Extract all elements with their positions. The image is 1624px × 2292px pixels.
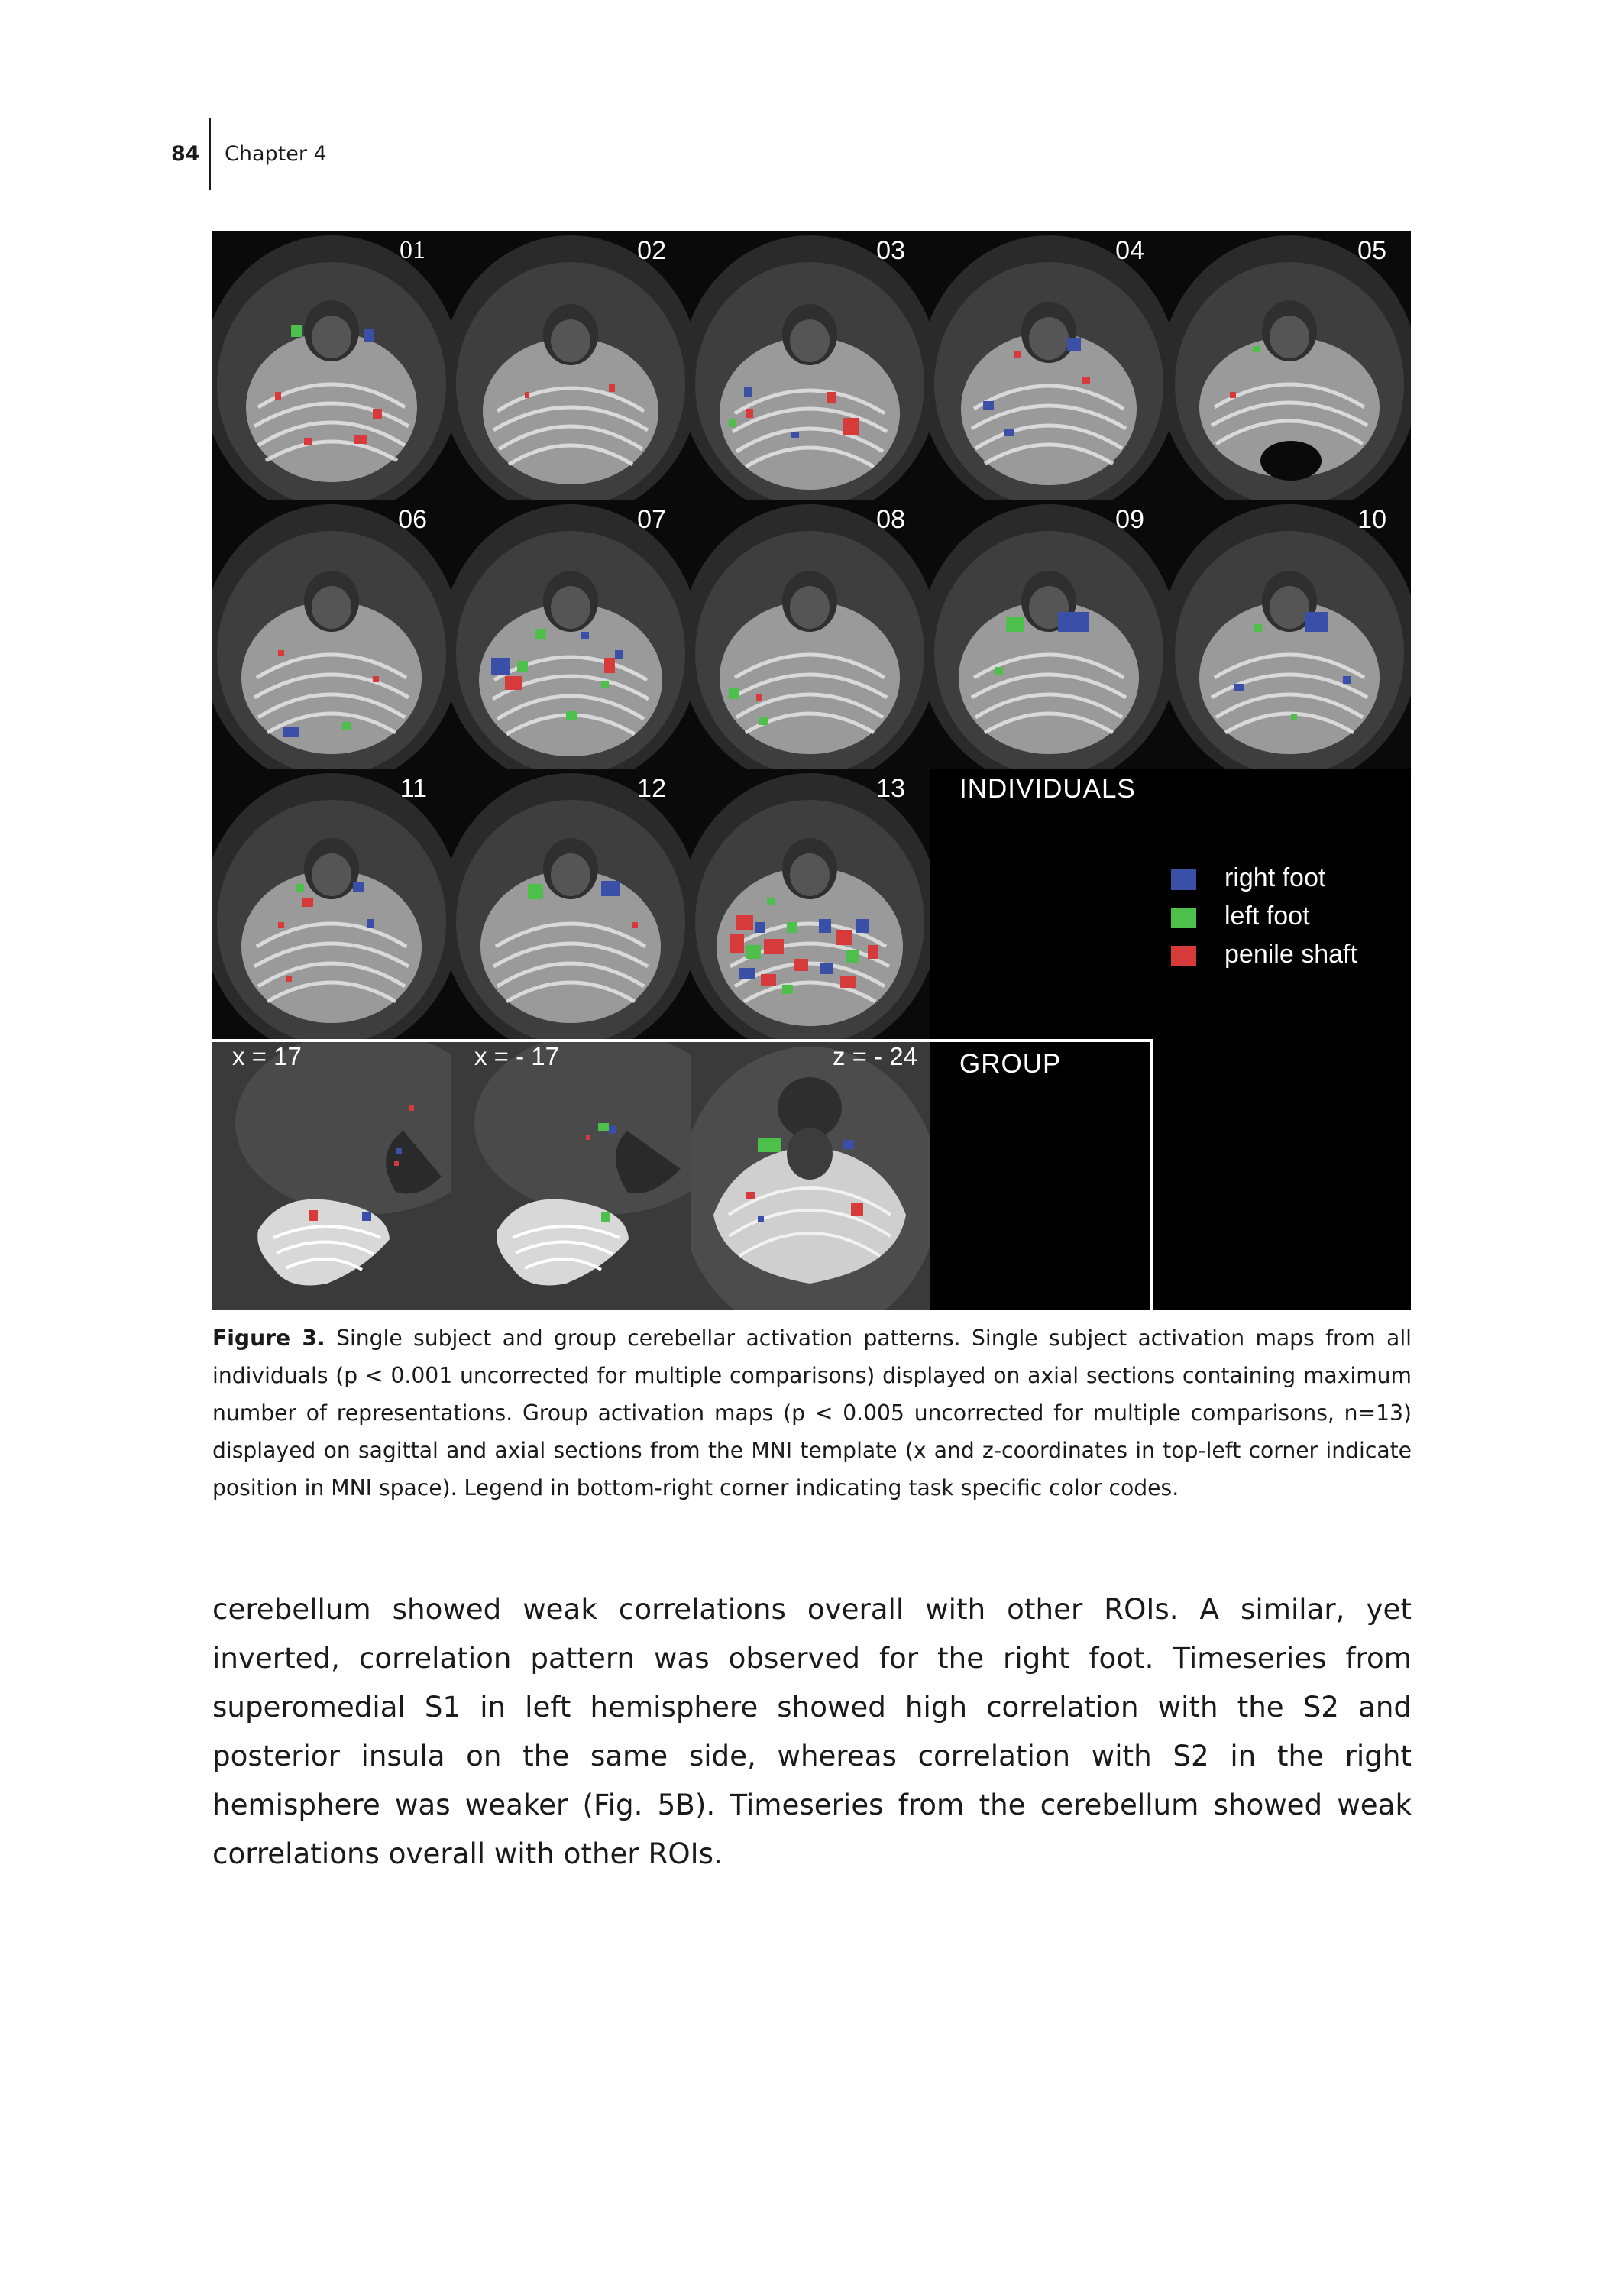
- subject-label: 11: [400, 774, 427, 803]
- group-sagittal-panel: [451, 1039, 691, 1310]
- subject-label: 06: [398, 505, 427, 534]
- page-number: 84: [171, 142, 200, 166]
- axial-slice-panel: [1169, 231, 1411, 500]
- chapter-label: Chapter 4: [225, 142, 327, 166]
- axial-slice-panel: [930, 231, 1169, 500]
- subject-label: 08: [876, 505, 905, 534]
- legend-label: penile shaft: [1224, 940, 1357, 969]
- axial-slice-panel: [212, 500, 451, 769]
- axial-slice-panel: [691, 231, 930, 500]
- subject-label: 02: [637, 236, 666, 265]
- subject-label: 04: [1115, 236, 1144, 265]
- legend-swatch-penile-shaft: [1171, 946, 1196, 966]
- legend-swatch-right-foot: [1171, 869, 1196, 890]
- subject-label: 09: [1115, 505, 1144, 534]
- legend-label: left foot: [1224, 902, 1310, 931]
- subject-label: 03: [876, 236, 905, 265]
- axial-slice-panel: [1169, 500, 1411, 769]
- legend-swatch-left-foot: [1171, 908, 1196, 928]
- figure-caption: [212, 1319, 1412, 1507]
- subject-label: 05: [1357, 236, 1386, 265]
- coordinate-label: z = - 24: [833, 1042, 917, 1070]
- subject-label: 01: [400, 236, 425, 264]
- axial-slice-panel: [691, 769, 930, 1039]
- figure-3: [212, 231, 1411, 1310]
- caption-label: Figure 3.: [212, 1326, 325, 1351]
- axial-slice-panel: [691, 500, 930, 769]
- subject-label: 07: [637, 505, 666, 534]
- caption-text: Single subject and group cerebellar activation patterns. Single subject activation maps from all individuals (p < 0.001 uncorrected for multiple comparisons) displayed on axial sections containing maximum number of representations. Group activation maps (p < 0.005 uncorrected for multiple comparisons, n=13) displayed on sagittal and axial sections from the MNI template (x and z-coordinates in top-left corner indicate position in MNI space). Legend in bottom-right corner indicating task specific color codes.: [212, 1326, 1412, 1500]
- body-paragraph: cerebellum showed weak correlations overall with other ROIs. A similar, yet inverted, correlation pattern was observed for the right foot. Timeseries from superomedial S1 in left hemisphere showed high correlation with the S2 and posterior insula on the same side, whereas correlation with S2 in the right hemisphere was weaker (Fig. 5B). Timeseries from the cerebellum showed weak correlations overall with other ROIs.: [212, 1592, 1412, 1870]
- subject-label: 10: [1357, 505, 1386, 534]
- axial-slice-panel: [930, 500, 1169, 769]
- group-axial-panel: [691, 1039, 930, 1310]
- header-divider: [209, 118, 211, 190]
- axial-slice-panel: [451, 769, 691, 1039]
- axial-slice-panel: [212, 769, 451, 1039]
- axial-slice-panel: [451, 500, 691, 769]
- coordinate-label: x = 17: [232, 1042, 302, 1070]
- axial-slice-panel: [451, 231, 691, 500]
- individuals-title: INDIVIDUALS: [959, 774, 1136, 804]
- group-sagittal-panel: [212, 1039, 451, 1310]
- subject-label: 13: [876, 774, 905, 803]
- subject-label: 12: [637, 774, 666, 803]
- legend-label: right foot: [1224, 863, 1326, 892]
- group-title: GROUP: [959, 1049, 1062, 1079]
- coordinate-label: x = - 17: [474, 1042, 559, 1070]
- axial-slice-panel: [212, 231, 451, 500]
